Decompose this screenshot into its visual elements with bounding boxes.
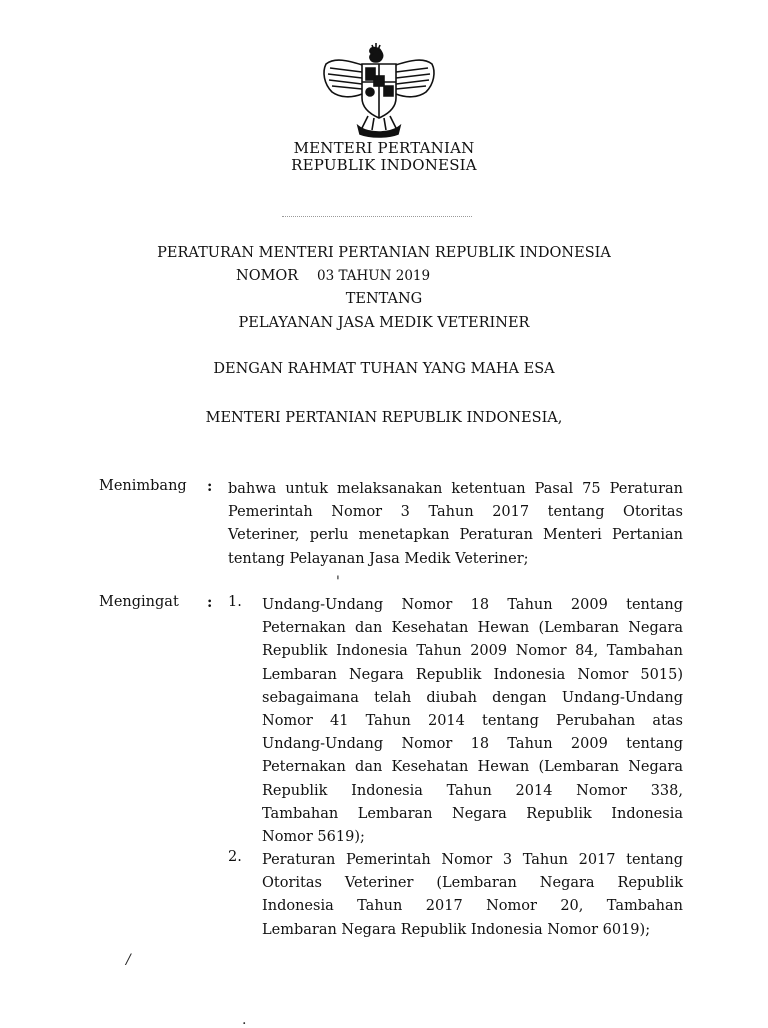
list-item-line: sebagaimana telah diubah dengan Undang-Undang <box>262 689 683 706</box>
menimbang-line: Pemerintah Nomor 3 Tahun 2017 tentang Otoritas <box>228 504 683 521</box>
list-item-line: Indonesia Tahun 2017 Nomor 20, Tambahan <box>262 898 683 915</box>
menimbang-label: Menimbang <box>99 478 187 494</box>
menimbang-line: bahwa untuk melaksanakan ketentuan Pasal 75 Peraturan <box>228 481 683 497</box>
mengingat-colon: : <box>207 594 213 611</box>
list-item-line: Republik Indonesia Tahun 2014 Nomor 338, <box>262 782 683 799</box>
list-item-line: Lembaran Negara Republik Indonesia Nomor 5015) <box>262 666 683 683</box>
list-item-line: Republik Indonesia Tahun 2009 Nomor 84, Tambahan <box>262 643 683 660</box>
list-item-line: Peraturan Pemerintah Nomor 3 Tahun 2017 tentang <box>262 852 683 868</box>
list-item-line: Undang-Undang Nomor 18 Tahun 2009 tentang <box>262 597 683 613</box>
list-item-line: Nomor 5619); <box>262 829 365 846</box>
list-item-line: Nomor 41 Tahun 2014 tentang Perubahan atas <box>262 713 683 730</box>
list-item-line: Lembaran Negara Republik Indonesia Nomor 6019); <box>262 921 651 938</box>
issuer-heading: MENTERI PERTANIAN REPUBLIK INDONESIA, <box>205 410 563 426</box>
nomor-value: 03 TAHUN 2019 <box>317 268 431 284</box>
nomor-label: NOMOR <box>236 268 299 284</box>
regulation-subject: PELAYANAN JASA MEDIK VETERINER <box>238 315 530 331</box>
mengingat-item-2 <box>262 849 683 942</box>
mengingat-item-1 <box>262 594 683 849</box>
list-item-number: 1. <box>228 594 242 610</box>
ministry-subtitle: REPUBLIK INDONESIA <box>291 156 477 174</box>
menimbang-line: Veteriner, perlu menetapkan Peraturan Menteri Pertanian <box>228 527 683 544</box>
menimbang-line: tentang Pelayanan Jasa Medik Veteriner; <box>228 550 529 567</box>
scan-speck: . <box>242 1012 247 1028</box>
preamble-heading: DENGAN RAHMAT TUHAN YANG MAHA ESA <box>213 361 555 377</box>
menimbang-colon: : <box>207 478 213 495</box>
ministry-title: MENTERI PERTANIAN <box>293 139 475 157</box>
list-item-line: Otoritas Veteriner (Lembaran Negara Republik <box>262 875 683 892</box>
list-item-line: Tambahan Lembaran Negara Republik Indonesia <box>262 805 683 822</box>
list-item-line: Peternakan dan Kesehatan Hewan (Lembaran Negara <box>262 620 683 637</box>
mengingat-label: Mengingat <box>99 594 179 610</box>
list-item-line: Undang-Undang Nomor 18 Tahun 2009 tentang <box>262 736 683 753</box>
tentang-heading: TENTANG <box>345 291 423 307</box>
scan-speck: / <box>126 952 131 968</box>
menimbang-paragraph <box>228 478 683 571</box>
scan-speck: ' <box>336 574 340 590</box>
scan-artifact-divider <box>282 216 472 219</box>
list-item-line: Peternakan dan Kesehatan Hewan (Lembaran Negara <box>262 759 683 776</box>
list-item-number: 2. <box>228 849 242 865</box>
regulation-title: PERATURAN MENTERI PERTANIAN REPUBLIK INDONESIA <box>157 245 611 261</box>
garuda-emblem-icon <box>318 42 440 138</box>
